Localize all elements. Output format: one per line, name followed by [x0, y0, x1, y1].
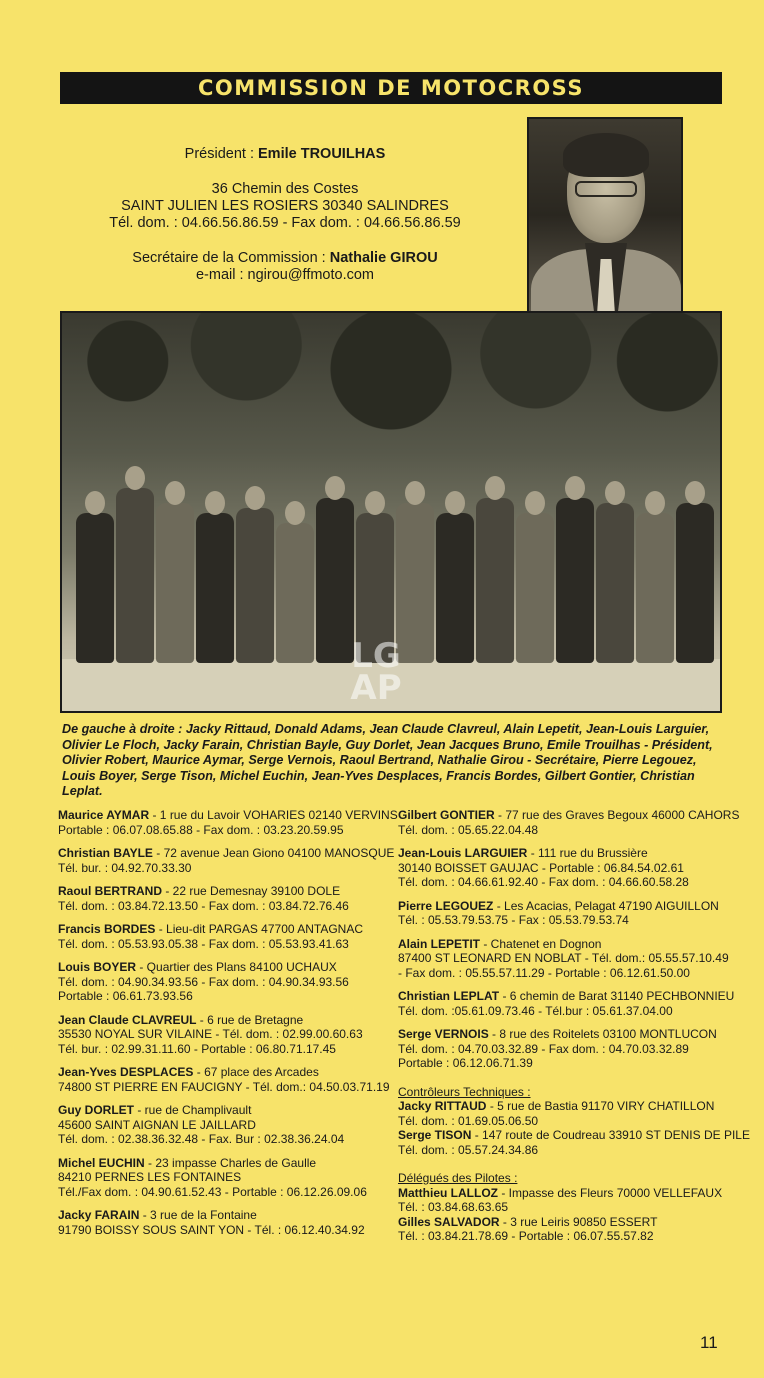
- contact-address: - 6 chemin de Barat 31140 PECHBONNIEU: [499, 989, 735, 1003]
- contact-address: - Chatenet en Dognon: [480, 936, 602, 951]
- contact-name: Gilbert GONTIER: [398, 808, 495, 822]
- photo-person: [116, 488, 154, 663]
- contact-address: - 72 avenue Jean Giono 04100 MANOSQUE: [152, 846, 395, 860]
- contact-detail-line: Tél. : 03.84.68.63.65: [398, 1200, 509, 1214]
- section-banner: COMMISSION DE MOTOCROSS: [60, 72, 722, 104]
- contact-detail-line: 30140 BOISSET GAUJAC - Portable : 06.84.54.02.61: [398, 860, 684, 875]
- contact-entry: [398, 1027, 728, 1071]
- contact-entry: [58, 960, 388, 1004]
- contact-entry: [398, 899, 728, 928]
- contact-name: Christian LEPLAT: [398, 989, 500, 1003]
- contact-entry: [58, 808, 398, 837]
- photo-person: [316, 498, 354, 663]
- secretary-email: e-mail : ngirou@ffmoto.com: [195, 267, 375, 283]
- contact-detail-line: Portable : 06.61.73.93.56: [58, 989, 193, 1003]
- contact-detail-line: Tél. : 05.53.79.53.75 - Fax : 05.53.79.53.74: [398, 913, 629, 927]
- president-address-2: SAINT JULIEN LES ROSIERS 30340 SALINDRES: [121, 198, 449, 214]
- contact-entry: [398, 937, 728, 981]
- contact-name: Maurice AYMAR: [58, 808, 150, 822]
- contact-address: - 77 rue des Graves Begoux 46000 CAHORS: [494, 808, 740, 822]
- contact-entry: [398, 808, 740, 837]
- contact-address: - 6 rue de Bretagne: [196, 1012, 304, 1027]
- contact-name: Jacky RITTAUD: [398, 1099, 487, 1113]
- contact-address: - Impasse des Fleurs 70000 VELLEFAUX: [497, 1185, 723, 1200]
- contact-address: - 67 place des Arcades: [193, 1065, 319, 1079]
- contact-entry: [58, 884, 388, 913]
- controleurs-title: Contrôleurs Techniques :: [398, 1084, 531, 1099]
- contact-name: Serge VERNOIS: [398, 1027, 489, 1041]
- contact-address: - 1 rue du Lavoir VOHARIES 02140 VERVINS: [149, 808, 398, 822]
- contact-name: Raoul BERTRAND: [58, 884, 162, 898]
- contact-detail-line: Portable : 06.07.08.65.88 - Fax dom. : 03.23.20.59.95: [58, 822, 344, 837]
- contact-detail-line: - Fax dom. : 05.55.57.11.29 - Portable : 06.12.61.50.00: [398, 965, 690, 980]
- contact-detail-line: 87400 ST LEONARD EN NOBLAT - Tél. dom.: 05.55.57.10.49: [398, 951, 729, 965]
- contact-entry: [398, 846, 728, 890]
- contact-entry: [58, 1103, 388, 1147]
- contact-detail-line: Tél. bur. : 02.99.31.11.60 - Portable : 06.80.71.17.45: [58, 1041, 336, 1056]
- contacts-left-column: [58, 808, 398, 1246]
- contact-address: - 23 impasse Charles de Gaulle: [144, 1155, 317, 1170]
- contact-detail-line: 84210 PERNES LES FONTAINES: [58, 1170, 242, 1184]
- contact-detail-line: Tél. dom. : 05.65.22.04.48: [398, 822, 539, 837]
- page-number: 11: [700, 1333, 718, 1352]
- photo-person: [196, 513, 234, 663]
- photo-person: [596, 503, 634, 663]
- contact-name: Jean Claude CLAVREUL: [58, 1012, 197, 1027]
- photo-person: [156, 503, 194, 663]
- contact-name: Louis BOYER: [58, 960, 137, 974]
- contact-detail-line: Tél. dom. : 05.57.24.34.86: [398, 1142, 539, 1157]
- contact-detail-line: Tél. dom. : 05.53.93.05.38 - Fax dom. : 05.53.93.41.63: [58, 936, 349, 951]
- contact-detail-line: 45600 SAINT AIGNAN LE JAILLARD: [58, 1117, 256, 1132]
- president-line: [90, 146, 480, 163]
- photo-person: [396, 503, 434, 663]
- photo-person: [276, 523, 314, 663]
- contact-address: - 5 rue de Bastia 91170 VIRY CHATILLON: [486, 1099, 715, 1113]
- contact-address: - 147 route de Coudreau 33910 ST DENIS DE PILE: [471, 1128, 750, 1142]
- president-label: Président :: [184, 146, 259, 162]
- contact-name: Matthieu LALLOZ: [398, 1185, 498, 1200]
- contacts-right-column: [398, 808, 750, 1244]
- contact-detail-line: Tél. dom. : 04.66.61.92.40 - Fax dom. : 04.66.60.58.28: [398, 875, 689, 889]
- contact-detail-line: Tél. dom. : 03.84.72.13.50 - Fax dom. : 03.84.72.76.46: [58, 898, 349, 913]
- contact-name: Francis BORDES: [58, 922, 156, 936]
- contact-detail-line: 35530 NOYAL SUR VILAINE - Tél. dom. : 02.99.00.60.63: [58, 1027, 363, 1041]
- contact-detail-line: Tél. bur. : 04.92.70.33.30: [58, 860, 192, 875]
- secretary-line: [90, 250, 480, 267]
- photo-person: [516, 513, 554, 663]
- contact-entry: [58, 1065, 388, 1094]
- contact-detail-line: 74800 ST PIERRE EN FAUCIGNY - Tél. dom.: 04.50.03.71.19: [58, 1079, 390, 1094]
- contact-address: - 3 rue Leiris 90850 ESSERT: [499, 1214, 658, 1229]
- contact-entry: [398, 1215, 728, 1244]
- watermark-logo: LG AP: [350, 636, 402, 708]
- contact-entry: [398, 1099, 728, 1128]
- contact-name: Gilles SALVADOR: [398, 1214, 500, 1229]
- contact-address: - 8 rue des Roitelets 03100 MONTLUCON: [488, 1027, 717, 1041]
- contact-address: - Quartier des Plans 84100 UCHAUX: [136, 960, 337, 974]
- contact-address: - rue de Champlivault: [134, 1103, 252, 1117]
- contact-entry: [58, 1208, 388, 1237]
- contact-address: - 3 rue de la Fontaine: [139, 1208, 257, 1222]
- photo-person: [76, 513, 114, 663]
- contact-entry: [58, 1156, 388, 1200]
- contact-name: Jean-Louis LARGUIER: [398, 846, 528, 860]
- contact-entry: [398, 989, 735, 1018]
- contact-address: - 22 rue Demesnay 39100 DOLE: [162, 884, 341, 898]
- contact-entry: [58, 846, 395, 875]
- contact-entry: [398, 1128, 750, 1157]
- photo-person: [556, 498, 594, 663]
- contact-name: Serge TISON: [398, 1128, 472, 1142]
- delegues-title: Délégués des Pilotes :: [398, 1171, 518, 1185]
- contact-name: Christian BAYLE: [58, 846, 153, 860]
- contact-name: Jean-Yves DESPLACES: [58, 1065, 194, 1079]
- contact-detail-line: Portable : 06.12.06.71.39: [398, 1056, 533, 1070]
- contact-entry: [58, 922, 388, 951]
- contact-address: - 111 rue du Brussière: [527, 846, 648, 860]
- contact-name: Pierre LEGOUEZ: [398, 898, 494, 913]
- photo-person: [476, 498, 514, 663]
- contact-detail-line: Tél. dom. : 04.90.34.93.56 - Fax dom. : 04.90.34.93.56: [58, 974, 349, 989]
- contact-detail-line: Tél. dom. : 02.38.36.32.48 - Fax. Bur : 02.38.36.24.04: [58, 1132, 345, 1146]
- contact-detail-line: Tél./Fax dom. : 04.90.61.52.43 - Portable : 06.12.26.09.06: [58, 1184, 367, 1199]
- contact-detail-line: Tél. : 03.84.21.78.69 - Portable : 06.07.55.57.82: [398, 1229, 654, 1243]
- photo-person: [636, 513, 674, 663]
- contact-detail-line: Tél. dom. :05.61.09.73.46 - Tél.bur : 05.61.37.04.00: [398, 1003, 673, 1018]
- contact-address: - Les Acacias, Pelagat 47190 AIGUILLON: [493, 898, 719, 913]
- president-address-1: 36 Chemin des Costes: [211, 181, 359, 197]
- president-name: Emile TROUILHAS: [258, 146, 386, 162]
- contact-name: Alain LEPETIT: [398, 936, 481, 951]
- contact-name: Michel EUCHIN: [58, 1155, 145, 1170]
- photo-person: [436, 513, 474, 663]
- secretary-label: Secrétaire de la Commission :: [132, 250, 330, 266]
- secretary-name: Nathalie GIROU: [329, 250, 438, 266]
- photo-person: [236, 508, 274, 663]
- contact-detail-line: Tél. dom. : 01.69.05.06.50: [398, 1113, 539, 1128]
- contact-name: Guy DORLET: [58, 1103, 135, 1117]
- controleurs-section: [398, 1084, 750, 1158]
- photo-person: [676, 503, 714, 663]
- contact-detail-line: Tél. dom. : 04.70.03.32.89 - Fax dom. : 04.70.03.32.89: [398, 1041, 689, 1056]
- president-phones: Tél. dom. : 04.66.56.86.59 - Fax dom. : 04.66.56.86.59: [109, 215, 461, 231]
- contact-address: - Lieu-dit PARGAS 47700 ANTAGNAC: [155, 922, 363, 936]
- photo-caption: De gauche à droite : Jacky Rittaud, Donald Adams, Jean Claude Clavreul, Alain Lepetit, Jean-Louis Larguier, Olivier Le Floch, Jacky Farain, Christian Bayle, Guy Dorlet, Jean Jacques Bruno, Emile Trouilhas - Président, Olivier Robert, Maurice Aymar, Serge Vernois, Raoul Bertrand, Nathalie Girou - Secrétaire, Pierre Legouez, Louis Boyer, Serge Tison, Michel Euchin, Jean-Yves Desplaces, Francis Bordes, Gilbert Gontier, Christian Leplat.: [62, 722, 713, 798]
- contact-name: Jacky FARAIN: [58, 1208, 140, 1222]
- delegues-section: [398, 1171, 728, 1244]
- contact-entry: [398, 1186, 728, 1215]
- contact-detail-line: 91790 BOISSY SOUS SAINT YON - Tél. : 06.12.40.34.92: [58, 1222, 365, 1237]
- contact-entry: [58, 1013, 388, 1057]
- president-portrait: [527, 117, 683, 335]
- president-block: [90, 146, 480, 284]
